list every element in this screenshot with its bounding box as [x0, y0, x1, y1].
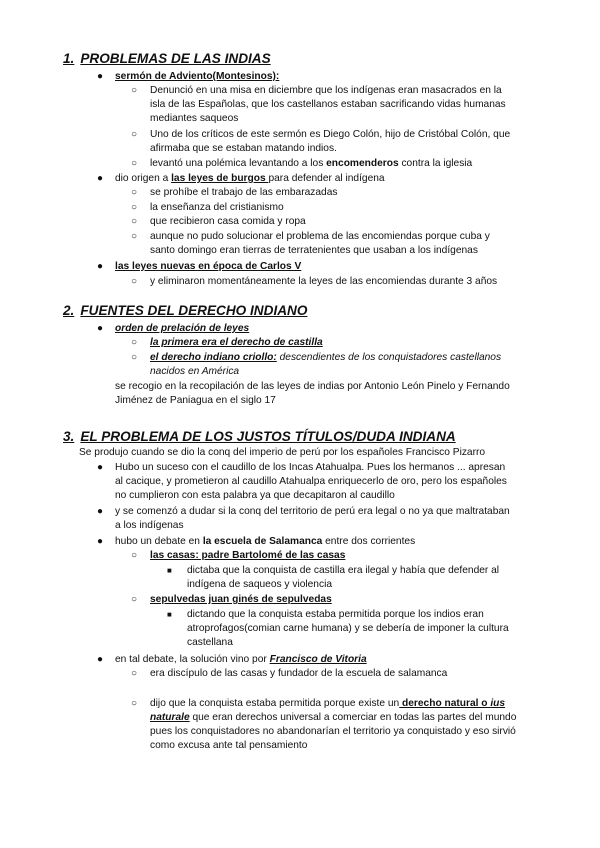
section-title: PROBLEMAS DE LAS INDIAS [80, 51, 271, 66]
list-item-cont: afirmaba que se estaban matando indios. [150, 143, 337, 154]
circle-bullet-icon [131, 201, 137, 215]
section-number: 1. [63, 51, 75, 66]
section-3-heading [63, 429, 456, 445]
bullet-icon [97, 172, 103, 186]
circle-bullet-icon [131, 351, 137, 365]
list-item-cont: a los indígenas [115, 520, 184, 531]
section-number: 2. [63, 303, 75, 318]
circle-bullet-icon [131, 84, 137, 98]
list-item: dijo que la conquista estaba permitida porque existe un derecho natural o ius [150, 698, 506, 709]
circle-bullet-icon [131, 549, 137, 563]
section-title: EL PROBLEMA DE LOS JUSTOS TÍTULOS/DUDA INDIANA [80, 429, 456, 444]
list-item: en tal debate, la solución vino por Francisco de Vitoria [115, 654, 367, 665]
bullet-icon [97, 70, 103, 84]
circle-bullet-icon [131, 593, 137, 607]
bullet-icon [97, 535, 103, 549]
list-item-cont: como excusa ante tal pensamiento [150, 740, 308, 751]
section-1-heading [63, 51, 271, 67]
list-item: la enseñanza del cristianismo [150, 202, 284, 213]
list-item: levantó una polémica levantando a los encomenderos contra la iglesia [150, 158, 473, 169]
list-item: las casas: padre Bartolomé de las casas [150, 550, 346, 561]
circle-bullet-icon [131, 157, 137, 171]
list-item: la primera era el derecho de castilla [150, 337, 323, 348]
list-item-cont: mediantes saqueos [150, 113, 239, 124]
circle-bullet-icon [131, 336, 137, 350]
list-item: era discípulo de las casas y fundador de la escuela de salamanca [150, 668, 448, 679]
list-item: dictaba que la conquista de castilla era ilegal y había que defender al [187, 565, 500, 576]
list-item-cont: isla de las Españolas, que los castellanos estaban sacrificando vidas humanas [150, 99, 506, 110]
list-item: y eliminaron momentáneamente la leyes de las encomiendas durante 3 años [150, 276, 498, 287]
circle-bullet-icon [131, 215, 137, 229]
bullet-icon [97, 461, 103, 475]
list-item: que recibieron casa comida y ropa [150, 216, 306, 227]
list-item: Denunció en una misa en diciembre que los indígenas eran masacrados en la [150, 85, 502, 96]
section-number: 3. [63, 429, 75, 444]
list-item: orden de prelación de leyes [115, 323, 250, 334]
square-bullet-icon [167, 608, 172, 622]
paragraph: se recogio en la recopilación de las leyes de indias por Antonio León Pinelo y Fernando [115, 381, 510, 392]
circle-bullet-icon [131, 230, 137, 244]
paragraph: Se produjo cuando se dio la conq del imperio de perú por los españoles Francisco Pizarro [79, 447, 486, 458]
list-item: se prohíbe el trabajo de las embarazadas [150, 187, 338, 198]
list-item-cont: pues los conquistadores no abandonarían el territorio ya conquistado y eso sirvió [150, 726, 516, 737]
list-item: las leyes nuevas en época de Carlos V [115, 261, 302, 272]
list-item-cont: castellana [187, 637, 233, 648]
list-item: Hubo un suceso con el caudillo de los Incas Atahualpa. Pues los hermanos ... apresan [115, 462, 506, 473]
circle-bullet-icon [131, 128, 137, 142]
bullet-icon [97, 322, 103, 336]
circle-bullet-icon [131, 697, 137, 711]
list-item: el derecho indiano criollo: descendientes de los conquistadores castellanos [150, 352, 502, 363]
square-bullet-icon [167, 564, 172, 578]
list-item-cont: atroprofagos(comian carne humana) y se debería de imponer la cultura [187, 623, 509, 634]
section-2-heading [63, 303, 307, 319]
section-title: FUENTES DEL DERECHO INDIANO [80, 303, 308, 318]
list-item: dictando que la conquista estaba permitida porque los indios eran [187, 609, 484, 620]
circle-bullet-icon [131, 667, 137, 681]
list-item: sermón de Adviento(Montesinos): [115, 71, 280, 82]
paragraph-cont: Jiménez de Paniagua en el siglo 17 [115, 395, 276, 406]
list-item-cont: no cumplieron con esta palabra ya que decapitaron al caudillo [115, 490, 395, 501]
list-item: aunque no pudo solucionar el problema de las encomiendas porque cuba y [150, 231, 490, 242]
list-item-cont: santo domingo eran tierras de terratenientes que usaban a los indígenas [150, 245, 478, 256]
list-item: hubo un debate en la escuela de Salamanca entre dos corrientes [115, 536, 416, 547]
list-item: dio origen a las leyes de burgos para defender al indígena [115, 173, 385, 184]
list-item-cont: al cacique, y prometieron al caudillo Atahualpa enriquecerlo de oro, pero los españoles [115, 476, 507, 487]
list-item: y se comenzó a dudar si la conq del territorio de perú era legal o no ya que maltrataban [115, 506, 510, 517]
list-item: sepulvedas juan ginés de sepulvedas [150, 594, 332, 605]
bullet-icon [97, 505, 103, 519]
list-item: Uno de los críticos de este sermón es Diego Colón, hijo de Cristóbal Colón, que [150, 129, 511, 140]
bullet-icon [97, 653, 103, 667]
list-item-cont: nacidos en América [150, 366, 240, 377]
list-item-cont: naturale que eran derechos universal a comerciar en todas las partes del mundo [150, 712, 517, 723]
circle-bullet-icon [131, 186, 137, 200]
circle-bullet-icon [131, 275, 137, 289]
bullet-icon [97, 260, 103, 274]
list-item-cont: indígena de saqueos y violencia [187, 579, 332, 590]
